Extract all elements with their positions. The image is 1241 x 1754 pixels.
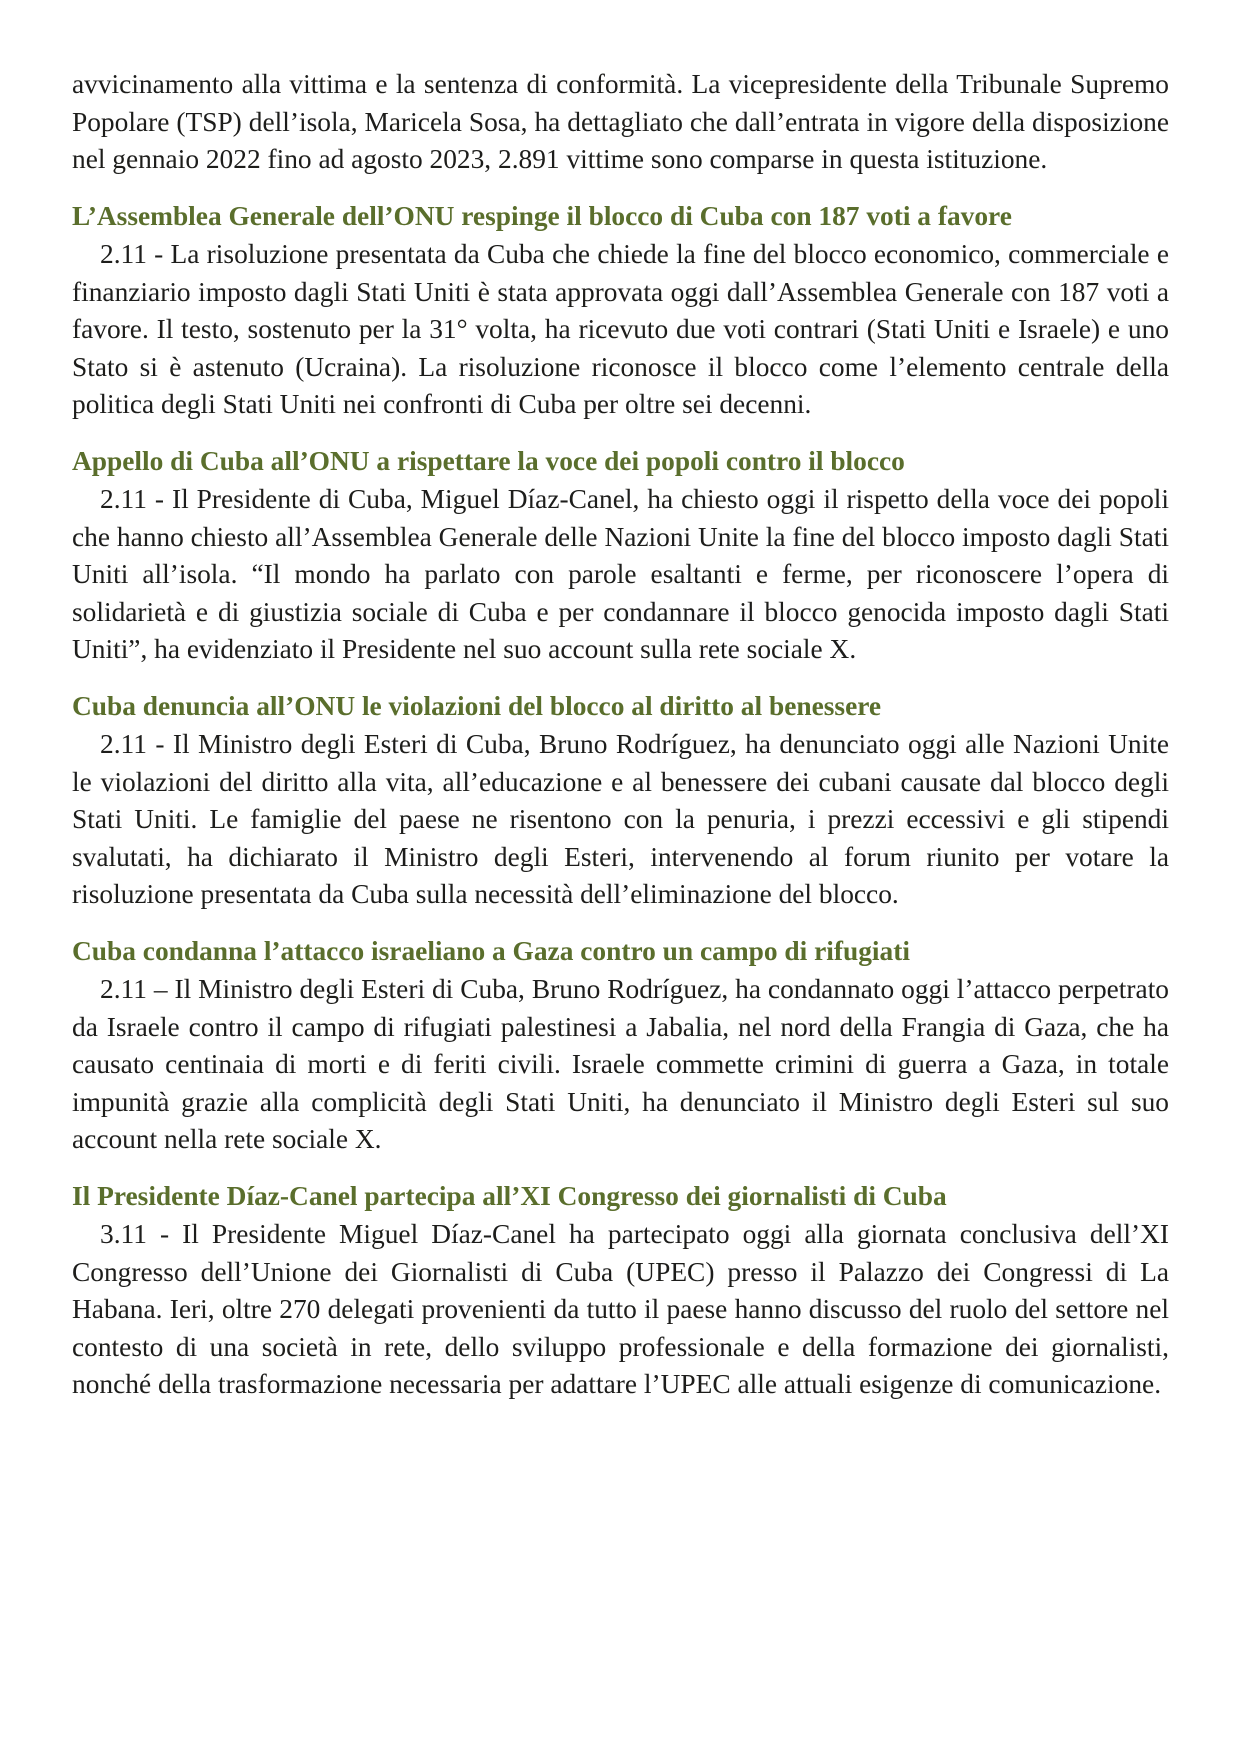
news-body: 2.11 – Il Ministro degli Esteri di Cuba, Bruno Rodríguez, ha condannato oggi l’attacco perpetrato da Israele contro il campo di rifugiati palestinesi a Jabalia, nel nord della Frangia di Gaza, che ha causato centinaia di morti e di feriti civili. Israele commette crimini di guerra a Gaza, in totale impunità grazie alla complicità degli Stati Uniti, ha denunciato il Ministro degli Esteri sul suo account nella rete sociale X.: [72, 974, 1169, 1154]
intro-paragraph: avvicinamento alla vittima e la sentenza di conformità. La vicepresidente della Tribunale Supremo Popolare (TSP) dell’isola, Maricela Sosa, ha dettagliato che dall’entrata in vigore della disposizione nel gennaio 2022 fino ad agosto 2023, 2.891 vittime sono comparse in questa istituzione.: [72, 69, 1169, 174]
news-body: 2.11 - Il Presidente di Cuba, Miguel Díaz-Canel, ha chiesto oggi il rispetto della voce dei popoli che hanno chiesto all’Assemblea Generale delle Nazioni Unite la fine del blocco imposto dagli Stati Uniti all’isola. “Il mondo ha parlato con parole esaltanti e ferme, per riconoscere l’opera di solidarietà e di giustizia sociale di Cuba e per condannare il blocco genocida imposto dagli Stati Uniti”, ha evidenziato il Presidente nel suo account sulla rete sociale X.: [72, 484, 1169, 664]
news-body: 2.11 - La risoluzione presentata da Cuba che chiede la fine del blocco economico, commerciale e finanziario imposto dagli Stati Uniti è stata approvata oggi dall’Assemblea Generale con 187 voti a favore. Il testo, sostenuto per la 31° volta, ha ricevuto due voti contrari (Stati Uniti e Israele) e uno Stato si è astenuto (Ucraina). La risoluzione riconosce il blocco come l’elemento centrale della politica degli Stati Uniti nei confronti di Cuba per oltre sei decenni.: [72, 239, 1169, 419]
news-title: Il Presidente Díaz-Canel partecipa all’XI Congresso dei giornalisti di Cuba: [72, 1180, 947, 1211]
document-page: [72, 66, 1169, 1423]
news-item-gaza: [72, 933, 1169, 1159]
news-title: L’Assemblea Generale dell’ONU respinge il blocco di Cuba con 187 voti a favore: [72, 200, 1012, 231]
news-item-violazioni: [72, 688, 1169, 914]
news-item-congresso: [72, 1178, 1169, 1404]
news-item-onu-vote: [72, 198, 1169, 424]
news-title: Cuba denuncia all’ONU le violazioni del blocco al diritto al benessere: [72, 690, 882, 721]
news-body: 2.11 - Il Ministro degli Esteri di Cuba, Bruno Rodríguez, ha denunciato oggi alle Nazioni Unite le violazioni del diritto alla vita, all’educazione e al benessere dei cubani causate dal blocco degli Stati Uniti. Le famiglie del paese ne risentono con la penuria, i prezzi eccessivi e gli stipendi svalutati, ha dichiarato il Ministro degli Esteri, intervenendo al forum riunito per votare la risoluzione presentata da Cuba sulla necessità dell’eliminazione del blocco.: [72, 729, 1169, 909]
news-item-appello: [72, 443, 1169, 669]
news-body: 3.11 - Il Presidente Miguel Díaz-Canel ha partecipato oggi alla giornata conclusiva dell’XI Congresso dell’Unione dei Giornalisti di Cuba (UPEC) presso il Palazzo dei Congressi di La Habana. Ieri, oltre 270 delegati provenienti da tutto il paese hanno discusso del ruolo del settore nel contesto di una società in rete, dello sviluppo professionale e della formazione dei giornalisti, nonché della trasformazione necessaria per adattare l’UPEC alle attuali esigenze di comunicazione.: [72, 1219, 1169, 1399]
news-title: Cuba condanna l’attacco israeliano a Gaza contro un campo di rifugiati: [72, 935, 910, 966]
news-title: Appello di Cuba all’ONU a rispettare la voce dei popoli contro il blocco: [72, 445, 905, 476]
